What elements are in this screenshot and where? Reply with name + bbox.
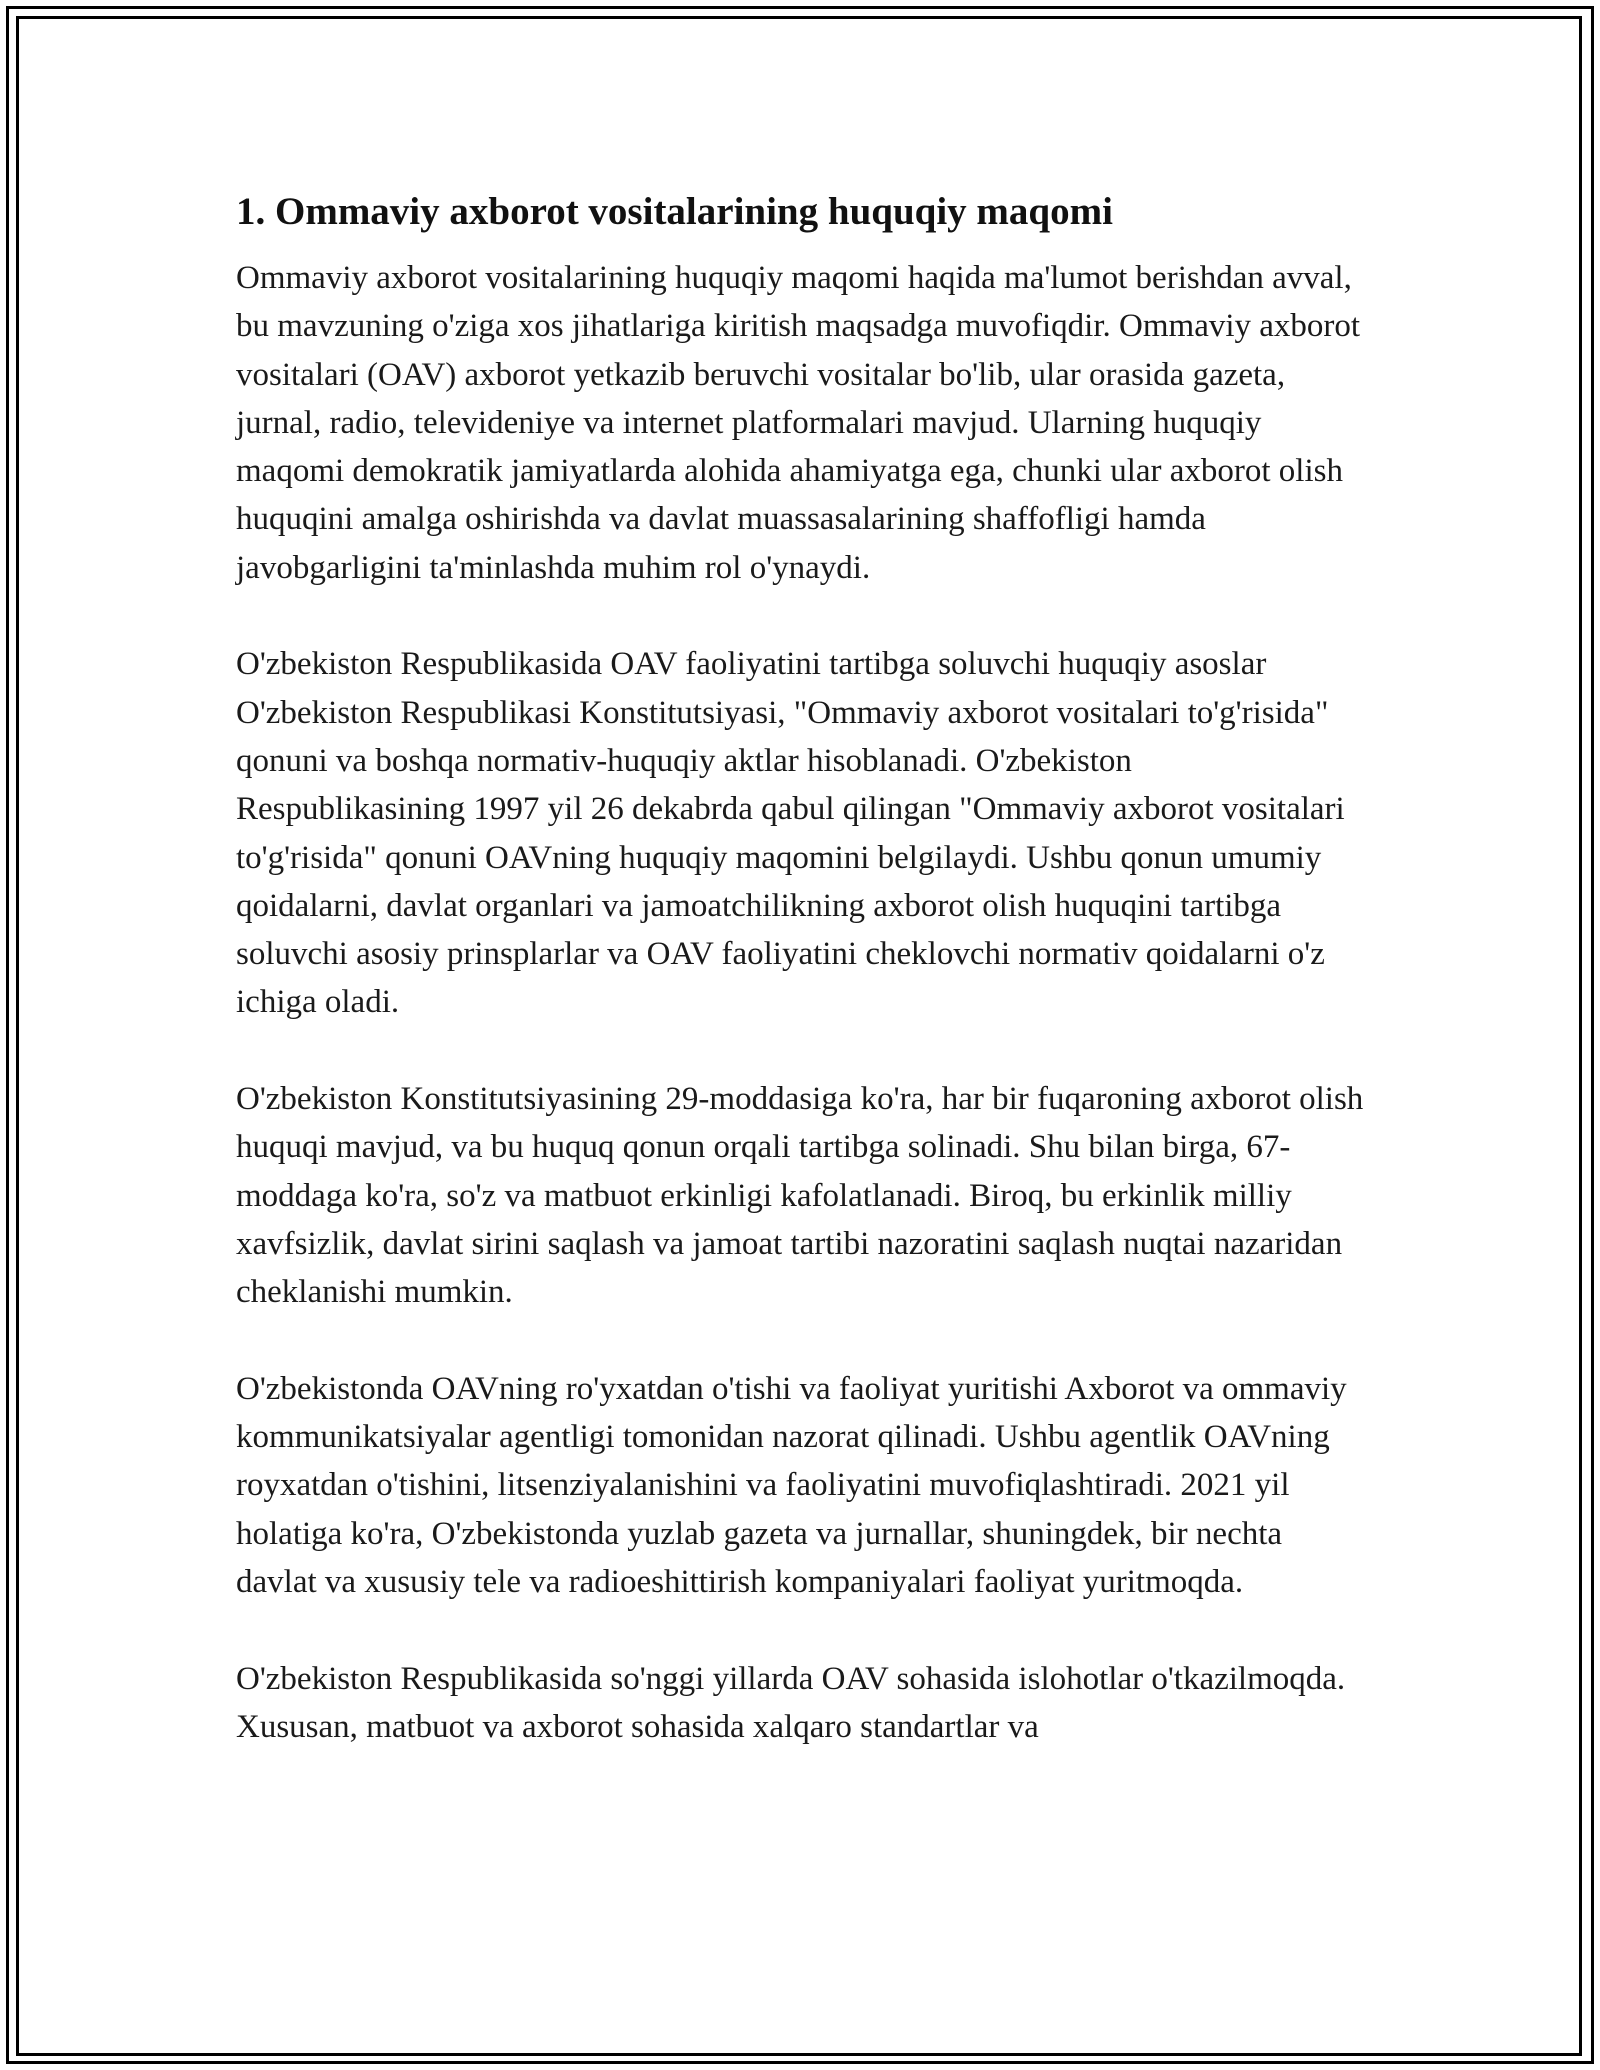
section-heading: 1. Ommaviy axborot vositalarining huquqiy maqomi: [236, 190, 1113, 233]
paragraph-intro: Ommaviy axborot vositalarining huquqiy maqomi haqida ma'lumot berishdan avval, bu mavzuning o'ziga xos jihatlariga kiritish maqsadga muvofiqdir. Ommaviy axborot vositalari (OAV) axborot yetkazib beruvchi vositalar bo'lib, ular orasida gazeta, jurnal, radio, televideniye va internet platformalari mavjud. Ularning huquqiy maqomi demokratik jamiyatlarda alohida ahamiyatga ega, chunki ular axborot olish huquqini amalga oshirishda va davlat muassasalarining shaffofligi hamda javobgarligini ta'minlashda muhim rol o'ynaydi.: [236, 260, 1361, 586]
paragraph-legal-basis: O'zbekiston Respublikasida OAV faoliyatini tartibga soluvchi huquqiy asoslar O'zbekiston Respublikasi Konstitutsiyasi, "Ommaviy axborot vositalari to'g'risida" qonuni va boshqa normativ-huquqiy aktlar hisoblanadi. O'zbekiston Respublikasining 1997 yil 26 dekabrda qabul qilingan "Ommaviy axborot vositalari to'g'risida" qonuni OAVning huquqiy maqomini belgilaydi. Ushbu qonun umumiy qoidalarni, davlat organlari va jamoatchilikning axborot olish huquqini tartibga soluvchi asosiy prinsplarlar va OAV faoliyatini cheklovchi normativ qoidalarni o'z ichiga oladi.: [236, 646, 1345, 1021]
paragraph-constitution: O'zbekiston Konstitutsiyasining 29-moddasiga ko'ra, har bir fuqaroning axborot olish huquqi mavjud, va bu huquq qonun orqali tartibga solinadi. Shu bilan birga, 67-moddaga ko'ra, so'z va matbuot erkinligi kafolatlanadi. Biroq, bu erkinlik milliy xavfsizlik, davlat sirini saqlash va jamoat tartibi nazoratini saqlash nuqtai nazaridan cheklanishi mumkin.: [236, 1081, 1364, 1311]
document-body: [236, 186, 1366, 1800]
paragraph-reforms: O'zbekiston Respublikasida so'nggi yillarda OAV sohasida islohotlar o'tkazilmoqda. Xususan, matbuot va axborot sohasida xalqaro standartlar va: [236, 1660, 1346, 1745]
paragraph-registration: O'zbekistonda OAVning ro'yxatdan o'tishi va faoliyat yuritishi Axborot va ommaviy kommunikatsiyalar agentligi tomonidan nazorat qilinadi. Ushbu agentlik OAVning royxatdan o'tishini, litsenziyalanishini va faoliyatini muvofiqlashtiradi. 2021 yil holatiga ko'ra, O'zbekistonda yuzlab gazeta va jurnallar, shuningdek, bir nechta davlat va xususiy tele va radioeshittirish kompaniyalari faoliyat yuritmoqda.: [236, 1370, 1347, 1601]
